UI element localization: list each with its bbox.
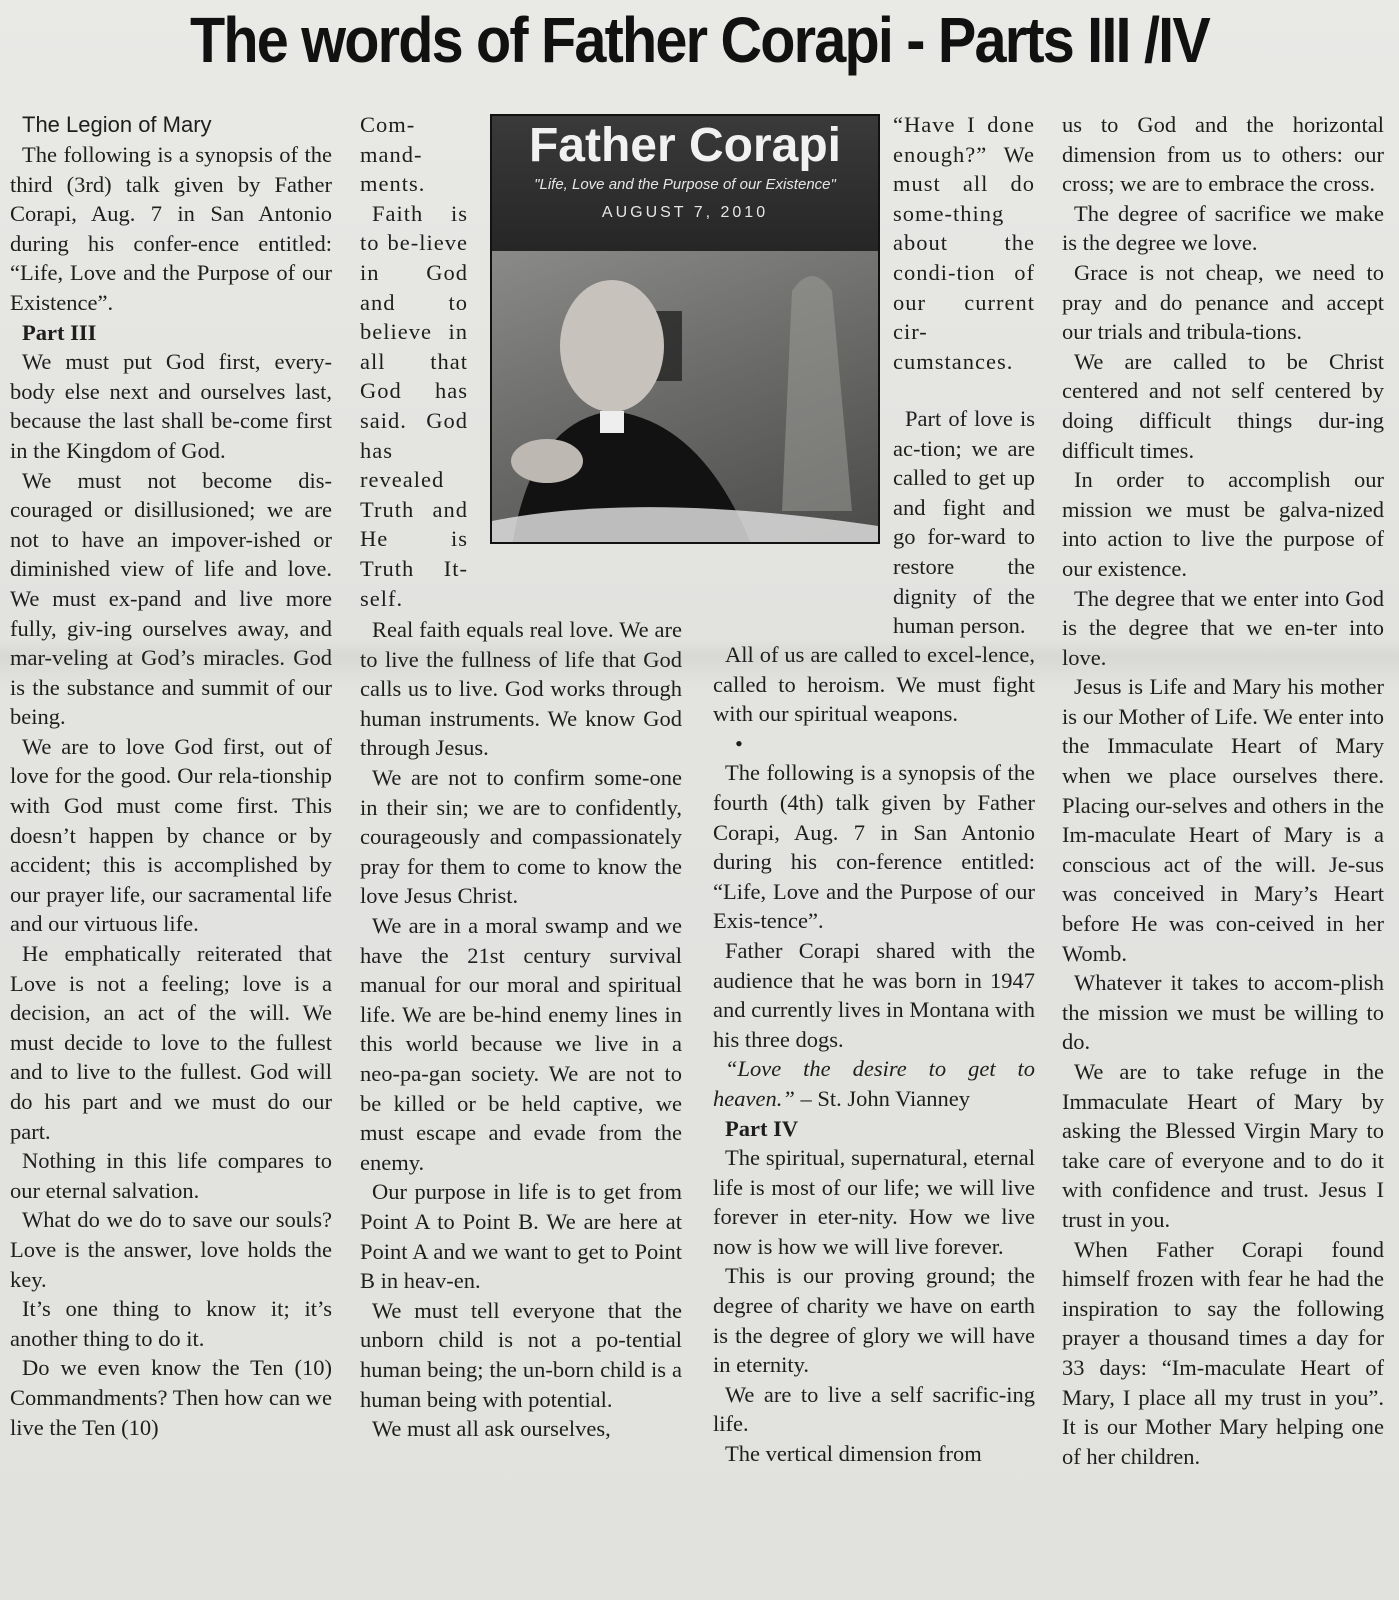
column-3-narrow (893, 110, 1035, 376)
photo-date: AUGUST 7, 2010 (601, 204, 769, 221)
column-2-narrow (360, 110, 468, 613)
paragraph: Part of love is ac-tion; we are called to get up and fight and go for-ward to restore the dignity of the human person. (893, 406, 1035, 639)
byline: The Legion of Mary (22, 112, 212, 137)
paragraph: We must tell everyone that the unborn child is not a po-tential human being; the un-born child is a human being with potential. (360, 1297, 682, 1412)
paragraph: In order to accomplish our mission we must be galva-nized into action to live the purpose of our existence. (1062, 467, 1384, 581)
intro-paragraph: The following is a synopsis of the third (3rd) talk given by Father Corapi, Aug. 7 in San Antonio during his confer-ence entitled: “Life, Love and the Purpose of our Existence”. (10, 142, 332, 315)
paragraph: The spiritual, supernatural, eternal life is most of our life; we will live forever in eter-nity. How we live now is how we will live forever. (713, 1145, 1035, 1259)
paragraph: Father Corapi shared with the audience that he was born in 1947 and currently lives in Montana with his three dogs. (713, 937, 1035, 1052)
photo-title: Father Corapi (528, 119, 842, 172)
photo-wave (492, 507, 878, 544)
paragraph: Do we even know the Ten (10) Commandments? Then how can we live the Ten (10) (10, 1355, 333, 1440)
priest-figure-illustration (492, 251, 878, 544)
paragraph: It’s one thing to know it; it’s another thing to do it. (10, 1296, 332, 1351)
paragraph: We must not become dis-couraged or disillusioned; we are not to have an impover-ished or diminished view of life and love. We must ex-pand and live more fully, giv-ing ourselves away, and mar-veling at God’s miracles. God is the substance and summit of our being. (10, 467, 332, 730)
column-1 (10, 110, 332, 1442)
paragraph: What do we do to save our souls? Love is the answer, love holds the key. (10, 1207, 332, 1292)
paragraph: We are called to be Christ centered and not self centered by doing difficult things dur-ing difficult times. (1062, 348, 1384, 463)
paragraph: “Have I done enough?” We must all do some-thing about the condi-tion of our current cir-cumstances. (893, 112, 1035, 374)
column-4 (1062, 110, 1384, 1471)
quote (713, 1054, 1035, 1113)
collar-shape (600, 411, 624, 433)
paragraph: Our purpose in life is to get from Point A to Point B. We are here at Point A and we want to get to Point B in heav-en. (360, 1179, 682, 1294)
separator-bullet: • (735, 730, 743, 756)
quote-attribution: – St. John Vianney (794, 1085, 970, 1111)
paragraph: This is our proving ground; the degree of charity we have on earth is the degree of glory we will have in eternity. (713, 1263, 1035, 1378)
paragraph: Nothing in this life compares to our eternal salvation. (10, 1148, 332, 1203)
father-corapi-photo (490, 114, 880, 544)
paragraph: We are to live a self sacrific-ing life. (713, 1381, 1035, 1437)
statue-shape (782, 276, 852, 511)
paragraph: The degree of sacrifice we make is the degree we love. (1062, 200, 1384, 256)
paragraph: We must all ask ourselves, (372, 1416, 611, 1442)
paragraph: Grace is not cheap, we need to pray and do penance and accept our trials and tribula-tions. (1062, 259, 1384, 345)
head-shape (560, 280, 664, 412)
column-3-narrow-2 (893, 404, 1035, 641)
paragraph: Jesus is Life and Mary his mother is our Mother of Life. We enter into the Immaculate Heart of Mary when we place ourselves there. Placing our-selves and others in the Im-maculate Heart of Mary is a conscious act of the will. Je-sus was conceived in Mary’s Heart before He was con-ceived in her Womb. (1062, 674, 1384, 966)
paragraph: us to God and the horizontal dimension from us to others: our cross; we are to embrace the cross. (1062, 112, 1384, 197)
paragraph: We are to love God first, out of love for the good. Our rela-tionship with God must come first. This doesn’t happen by chance or by accident; this is accomplished by our prayer life, our sacramental life and our virtuous life. (10, 733, 332, 937)
part-4-heading: Part IV (725, 1115, 799, 1141)
paragraph: We must put God first, every-body else next and ourselves last, because the last shall be-come first in the Kingdom of God. (10, 349, 332, 463)
paragraph: All of us are called to excel-lence, called to heroism. We must fight with our spiritual weapons. (713, 642, 1035, 727)
quote-text: “Love the desire to get to heaven.” (713, 1056, 1035, 1111)
headline: The words of Father Corapi - Parts III /IV (190, 4, 1209, 76)
paragraph: We are to take refuge in the Immaculate Heart of Mary by asking the Blessed Virgin Mary to take care of everyone and to do it with confidence and trust. Jesus I trust in you. (1062, 1059, 1384, 1232)
part-3-heading: Part III (22, 319, 97, 345)
paragraph: Com-mand-ments. (360, 112, 426, 197)
photo-tagline: "Life, Love and the Purpose of our Existence" (534, 176, 836, 193)
column-3-lower (713, 640, 1035, 1469)
paragraph: The vertical dimension from (725, 1441, 982, 1467)
paragraph: The degree that we enter into God is the degree that we en-ter into love. (1062, 585, 1384, 670)
paragraph: Real faith equals real love. We are to live the fullness of life that God calls us to live. God works through human instruments. We know God through Jesus. (360, 617, 682, 761)
hand-shape (511, 439, 583, 483)
paragraph: We are not to confirm some-one in their sin; we are to confidently, courageously and compassionately pray for them to come to know the love Jesus Christ. (360, 765, 682, 909)
paragraph: He emphatically reiterated that Love is not a feeling; love is a decision, an act of the will. We must decide to love to the fullest and to live to the fullest. God will do his part and we must do our part. (10, 941, 332, 1144)
paragraph: The following is a synopsis of the fourth (4th) talk given by Father Corapi, Aug. 7 in San Antonio during his con-ference entitled: “Life, Love and the Purpose of our Exis-tence”. (713, 760, 1035, 934)
paragraph: Whatever it takes to accom-plish the mission we must be willing to do. (1062, 970, 1384, 1055)
paragraph: Faith is to be-lieve in God and to believe in all that God has said. God has revealed Truth and He is Truth It-self. (360, 200, 468, 611)
paragraph: When Father Corapi found himself frozen with fear he had the inspiration to say the following prayer a thousand times a day for 33 days: “Im-maculate Heart of Mary, I place all my trust in you”. It is our Mother Mary helping one of her children. (1062, 1236, 1384, 1469)
paragraph: We are in a moral swamp and we have the 21st century survival manual for our moral and spiritual life. We are be-hind enemy lines in this world because we live in a neo-pa-gan society. We are not to be killed or be held captive, we must escape and evade from the enemy. (360, 913, 682, 1175)
